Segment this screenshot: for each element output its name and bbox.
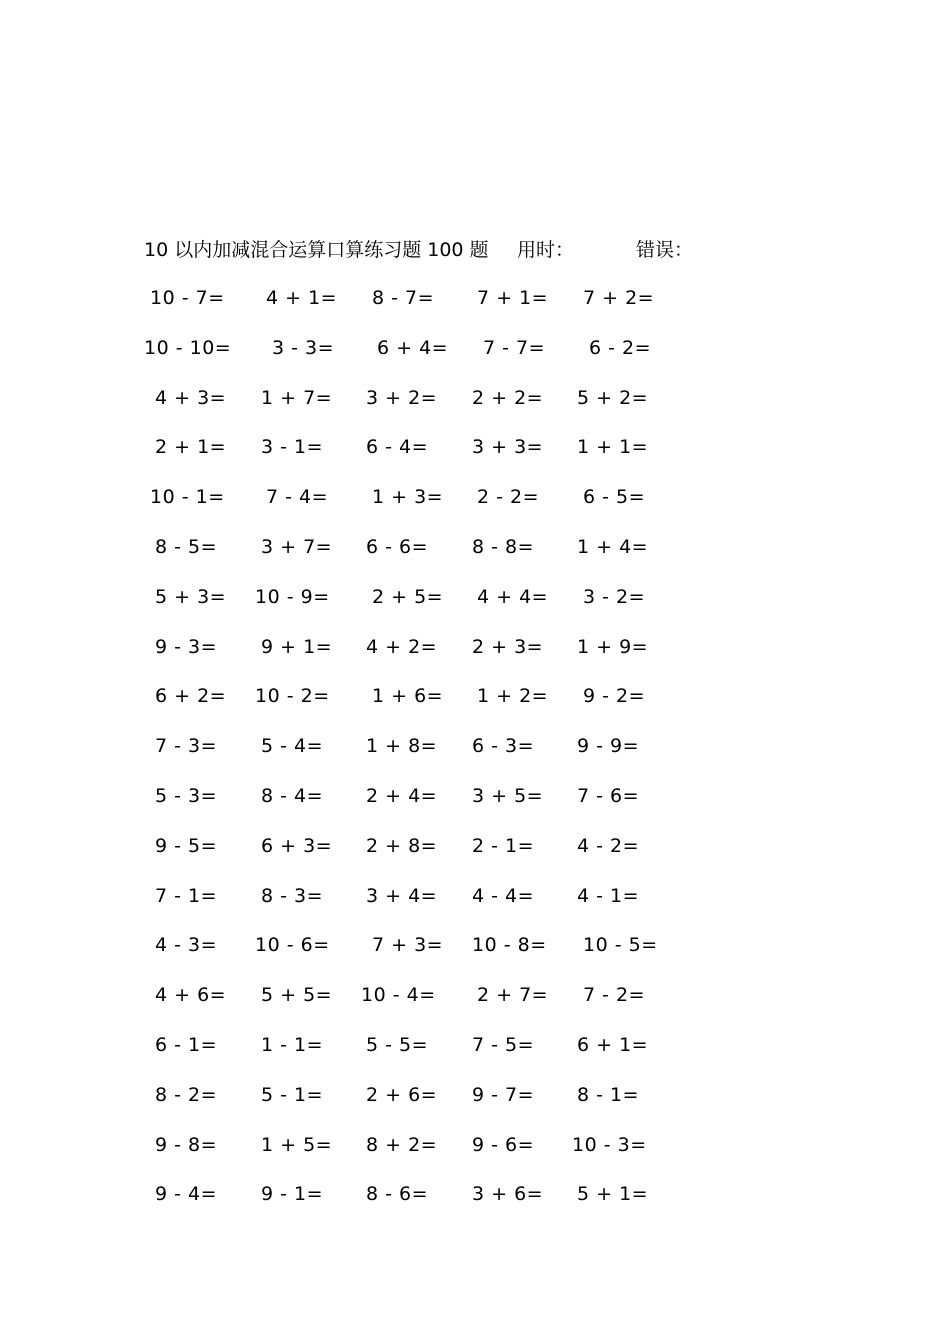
problem-13-4: 4 - 4=: [472, 885, 535, 907]
problem-9-3: 1 + 6=: [372, 685, 444, 707]
problem-9-5: 9 - 2=: [583, 685, 646, 707]
problem-8-5: 1 + 9=: [577, 636, 649, 658]
problem-10-5: 9 - 9=: [577, 735, 640, 757]
problem-19-2: 9 - 1=: [261, 1183, 324, 1205]
problem-6-5: 1 + 4=: [577, 536, 649, 558]
problem-4-2: 3 - 1=: [261, 436, 324, 458]
problem-17-1: 8 - 2=: [155, 1084, 218, 1106]
time-label: 用时：: [517, 239, 575, 261]
problem-12-1: 9 - 5=: [155, 835, 218, 857]
problem-14-1: 4 - 3=: [155, 934, 218, 956]
problem-2-1: 10 - 10=: [144, 337, 232, 359]
problem-7-2: 10 - 9=: [255, 586, 330, 608]
problem-19-3: 8 - 6=: [366, 1183, 429, 1205]
problem-18-1: 9 - 8=: [155, 1134, 218, 1156]
problem-18-4: 9 - 6=: [472, 1134, 535, 1156]
problem-7-4: 4 + 4=: [477, 586, 549, 608]
problem-3-1: 4 + 3=: [155, 387, 227, 409]
problem-15-5: 7 - 2=: [583, 984, 646, 1006]
problem-17-5: 8 - 1=: [577, 1084, 640, 1106]
problem-12-2: 6 + 3=: [261, 835, 333, 857]
worksheet-title: 10 以内加减混合运算口算练习题 100 题: [144, 239, 489, 261]
problem-1-1: 10 - 7=: [150, 287, 225, 309]
problem-5-2: 7 - 4=: [266, 486, 329, 508]
problem-17-2: 5 - 1=: [261, 1084, 324, 1106]
problem-15-4: 2 + 7=: [477, 984, 549, 1006]
problem-15-3: 10 - 4=: [361, 984, 436, 1006]
problem-3-2: 1 + 7=: [261, 387, 333, 409]
problem-6-4: 8 - 8=: [472, 536, 535, 558]
problem-2-4: 7 - 7=: [483, 337, 546, 359]
problem-12-5: 4 - 2=: [577, 835, 640, 857]
problem-7-3: 2 + 5=: [372, 586, 444, 608]
problem-16-2: 1 - 1=: [261, 1034, 324, 1056]
problem-16-1: 6 - 1=: [155, 1034, 218, 1056]
problem-6-3: 6 - 6=: [366, 536, 429, 558]
problem-3-5: 5 + 2=: [577, 387, 649, 409]
problem-1-5: 7 + 2=: [583, 287, 655, 309]
problem-13-5: 4 - 1=: [577, 885, 640, 907]
problem-7-5: 3 - 2=: [583, 586, 646, 608]
problem-2-2: 3 - 3=: [272, 337, 335, 359]
problem-19-5: 5 + 1=: [577, 1183, 649, 1205]
problem-6-2: 3 + 7=: [261, 536, 333, 558]
problem-11-5: 7 - 6=: [577, 785, 640, 807]
problem-10-1: 7 - 3=: [155, 735, 218, 757]
problem-18-3: 8 + 2=: [366, 1134, 438, 1156]
problem-7-1: 5 + 3=: [155, 586, 227, 608]
error-label: 错误：: [636, 239, 694, 261]
problem-18-2: 1 + 5=: [261, 1134, 333, 1156]
problem-16-4: 7 - 5=: [472, 1034, 535, 1056]
problem-13-2: 8 - 3=: [261, 885, 324, 907]
problem-5-3: 1 + 3=: [372, 486, 444, 508]
problem-2-3: 6 + 4=: [377, 337, 449, 359]
problem-16-3: 5 - 5=: [366, 1034, 429, 1056]
problem-4-4: 3 + 3=: [472, 436, 544, 458]
problem-19-1: 9 - 4=: [155, 1183, 218, 1205]
problem-1-2: 4 + 1=: [266, 287, 338, 309]
problem-13-3: 3 + 4=: [366, 885, 438, 907]
problem-17-4: 9 - 7=: [472, 1084, 535, 1106]
problem-11-4: 3 + 5=: [472, 785, 544, 807]
problem-9-1: 6 + 2=: [155, 685, 227, 707]
problem-5-1: 10 - 1=: [150, 486, 225, 508]
problem-4-5: 1 + 1=: [577, 436, 649, 458]
problem-19-4: 3 + 6=: [472, 1183, 544, 1205]
problem-4-1: 2 + 1=: [155, 436, 227, 458]
problem-5-4: 2 - 2=: [477, 486, 540, 508]
problem-18-5: 10 - 3=: [572, 1134, 647, 1156]
problem-6-1: 8 - 5=: [155, 536, 218, 558]
problem-9-4: 1 + 2=: [477, 685, 549, 707]
problem-17-3: 2 + 6=: [366, 1084, 438, 1106]
problem-5-5: 6 - 5=: [583, 486, 646, 508]
problem-8-3: 4 + 2=: [366, 636, 438, 658]
problem-8-1: 9 - 3=: [155, 636, 218, 658]
problem-8-2: 9 + 1=: [261, 636, 333, 658]
problem-11-1: 5 - 3=: [155, 785, 218, 807]
problem-3-4: 2 + 2=: [472, 387, 544, 409]
problem-11-3: 2 + 4=: [366, 785, 438, 807]
problem-14-2: 10 - 6=: [255, 934, 330, 956]
problem-13-1: 7 - 1=: [155, 885, 218, 907]
problem-3-3: 3 + 2=: [366, 387, 438, 409]
problem-10-4: 6 - 3=: [472, 735, 535, 757]
problem-10-2: 5 - 4=: [261, 735, 324, 757]
problem-1-3: 8 - 7=: [372, 287, 435, 309]
problem-16-5: 6 + 1=: [577, 1034, 649, 1056]
problem-4-3: 6 - 4=: [366, 436, 429, 458]
problem-12-4: 2 - 1=: [472, 835, 535, 857]
problem-15-2: 5 + 5=: [261, 984, 333, 1006]
problem-12-3: 2 + 8=: [366, 835, 438, 857]
problem-10-3: 1 + 8=: [366, 735, 438, 757]
problem-14-3: 7 + 3=: [372, 934, 444, 956]
problem-11-2: 8 - 4=: [261, 785, 324, 807]
problem-2-5: 6 - 2=: [589, 337, 652, 359]
problem-14-5: 10 - 5=: [583, 934, 658, 956]
problem-8-4: 2 + 3=: [472, 636, 544, 658]
problem-14-4: 10 - 8=: [472, 934, 547, 956]
problem-15-1: 4 + 6=: [155, 984, 227, 1006]
problem-9-2: 10 - 2=: [255, 685, 330, 707]
problem-1-4: 7 + 1=: [477, 287, 549, 309]
